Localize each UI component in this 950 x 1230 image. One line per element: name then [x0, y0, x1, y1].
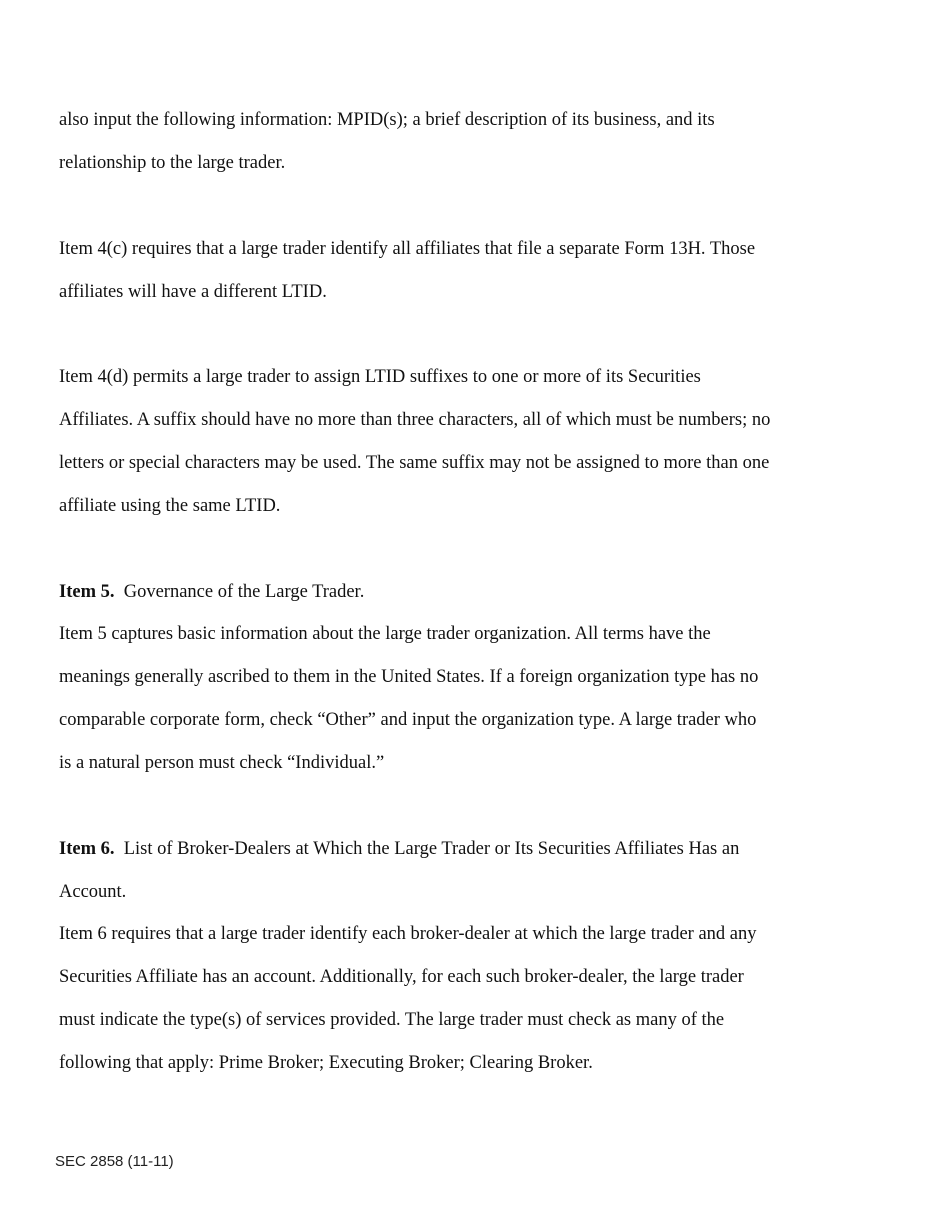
paragraph-line: following that apply: Prime Broker; Executing Broker; Clearing Broker. — [59, 1053, 593, 1073]
paragraph-line: also input the following information: MPID(s); a brief description of its business, and its — [59, 110, 715, 130]
paragraph-line: is a natural person must check “Individual.” — [59, 753, 385, 773]
item5-heading-text: Governance of the Large Trader. — [114, 582, 365, 602]
paragraph-line: comparable corporate form, check “Other” and input the organization type. A large trader who — [59, 710, 757, 730]
item6-heading-continuation: Account. — [59, 882, 127, 902]
paragraph-line: affiliate using the same LTID. — [59, 496, 281, 516]
paragraph-line: letters or special characters may be used. The same suffix may not be assigned to more than one — [59, 453, 770, 473]
form-number-footer: SEC 2858 (11-11) — [55, 1153, 174, 1170]
paragraph-line: relationship to the large trader. — [59, 153, 286, 173]
paragraph-line: affiliates will have a different LTID. — [59, 282, 327, 302]
paragraph-line: Item 6 requires that a large trader identify each broker-dealer at which the large trader and any — [59, 924, 757, 944]
paragraph-line: Affiliates. A suffix should have no more than three characters, all of which must be numbers; no — [59, 410, 771, 430]
item5-heading-label: Item 5. — [59, 582, 115, 602]
paragraph-line: Securities Affiliate has an account. Additionally, for each such broker-dealer, the large trader — [59, 967, 744, 987]
paragraph-line: Item 5 captures basic information about the large trader organization. All terms have the — [59, 624, 711, 644]
item6-heading — [59, 837, 739, 861]
paragraph-line: Item 4(d) permits a large trader to assign LTID suffixes to one or more of its Securities — [59, 367, 701, 387]
paragraph-line: Item 4(c) requires that a large trader identify all affiliates that file a separate Form 13H. Those — [59, 239, 756, 259]
paragraph-line: must indicate the type(s) of services provided. The large trader must check as many of the — [59, 1010, 725, 1030]
paragraph-line: meanings generally ascribed to them in the United States. If a foreign organization type has no — [59, 667, 759, 687]
item6-heading-label: Item 6. — [59, 839, 115, 859]
item5-heading — [59, 580, 364, 604]
item6-heading-text: List of Broker-Dealers at Which the Large Trader or Its Securities Affiliates Has an — [114, 839, 740, 859]
